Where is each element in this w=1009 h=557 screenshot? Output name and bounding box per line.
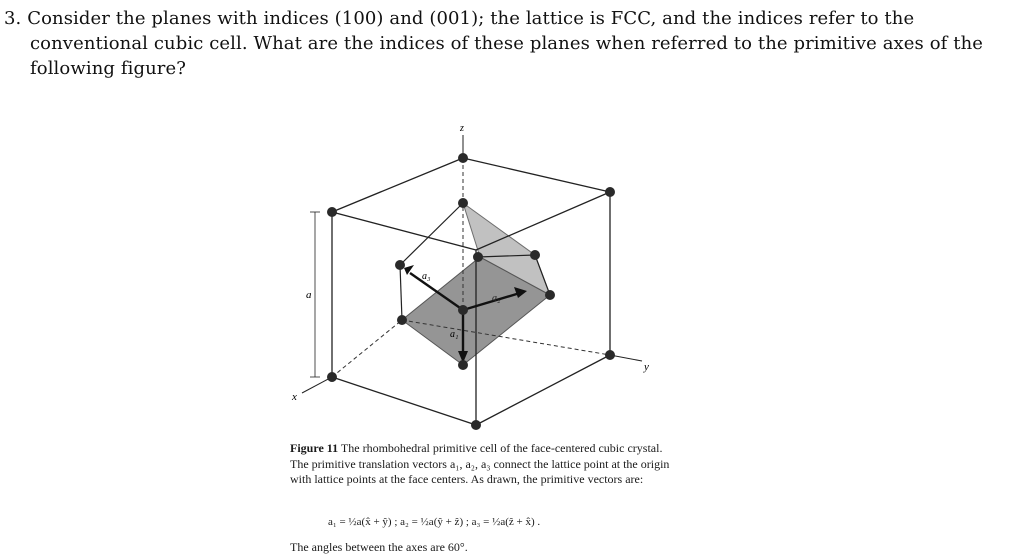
lattice-point	[605, 187, 615, 197]
vector-a3-label: a₃	[422, 271, 431, 282]
fcc-rhombohedral-figure	[280, 115, 700, 445]
lattice-point	[530, 250, 540, 260]
dimension-label-a: a	[306, 289, 312, 301]
lattice-point	[327, 207, 337, 217]
rhombohedron-edge	[400, 265, 402, 320]
figure-caption-text: The rhombohedral primitive cell of the face-centered cubic crystal. The primitive translation vectors a₁, a₂, a₃ connect the lattice point at the origin with lattice points at the face centers. As drawn, the primitive vectors are:	[290, 441, 670, 486]
lattice-point	[471, 420, 481, 430]
cube-edge	[332, 377, 476, 425]
lattice-point	[473, 252, 483, 262]
problem-line-2: conventional cubic cell. What are the indices of these planes when referred to the primitive axes of the	[30, 33, 984, 54]
lattice-point	[605, 350, 615, 360]
figure-caption	[290, 441, 670, 488]
figure-caption-label: Figure 11	[290, 441, 339, 455]
cube-edge-hidden	[332, 320, 402, 377]
x-axis	[302, 377, 332, 393]
rhombohedron-edge	[400, 203, 463, 265]
problem-line-1: 3. Consider the planes with indices (100) and (001); the lattice is FCC, and the indices refer to the	[4, 8, 915, 29]
vector-a2-label: a₂	[492, 293, 501, 304]
vector-a1-label: a₁	[450, 329, 459, 340]
cube-edge	[332, 158, 463, 212]
lattice-point	[395, 260, 405, 270]
lattice-point	[458, 360, 468, 370]
lattice-point	[327, 372, 337, 382]
cube-edge	[476, 355, 610, 425]
lattice-point	[397, 315, 407, 325]
x-axis-label: x	[292, 391, 297, 403]
z-axis-label: z	[460, 123, 464, 134]
cubic-cell-diagram	[280, 115, 700, 445]
lattice-point	[458, 305, 468, 315]
lattice-point	[545, 290, 555, 300]
lattice-point	[458, 198, 468, 208]
cube-edge	[476, 192, 610, 250]
y-axis-label: y	[644, 361, 649, 373]
problem-line-3: following figure?	[30, 58, 186, 79]
problem-statement	[4, 6, 994, 81]
lattice-point	[458, 153, 468, 163]
cube-edge	[463, 158, 610, 192]
cube-edge	[332, 212, 476, 250]
angles-note: The angles between the axes are 60°.	[290, 540, 468, 554]
primitive-vectors-formula: a₁ = ½a(x̂ + ŷ) ; a₂ = ½a(ŷ + ẑ) ; a₃ = ½a(ẑ + x̂) .	[328, 516, 541, 528]
